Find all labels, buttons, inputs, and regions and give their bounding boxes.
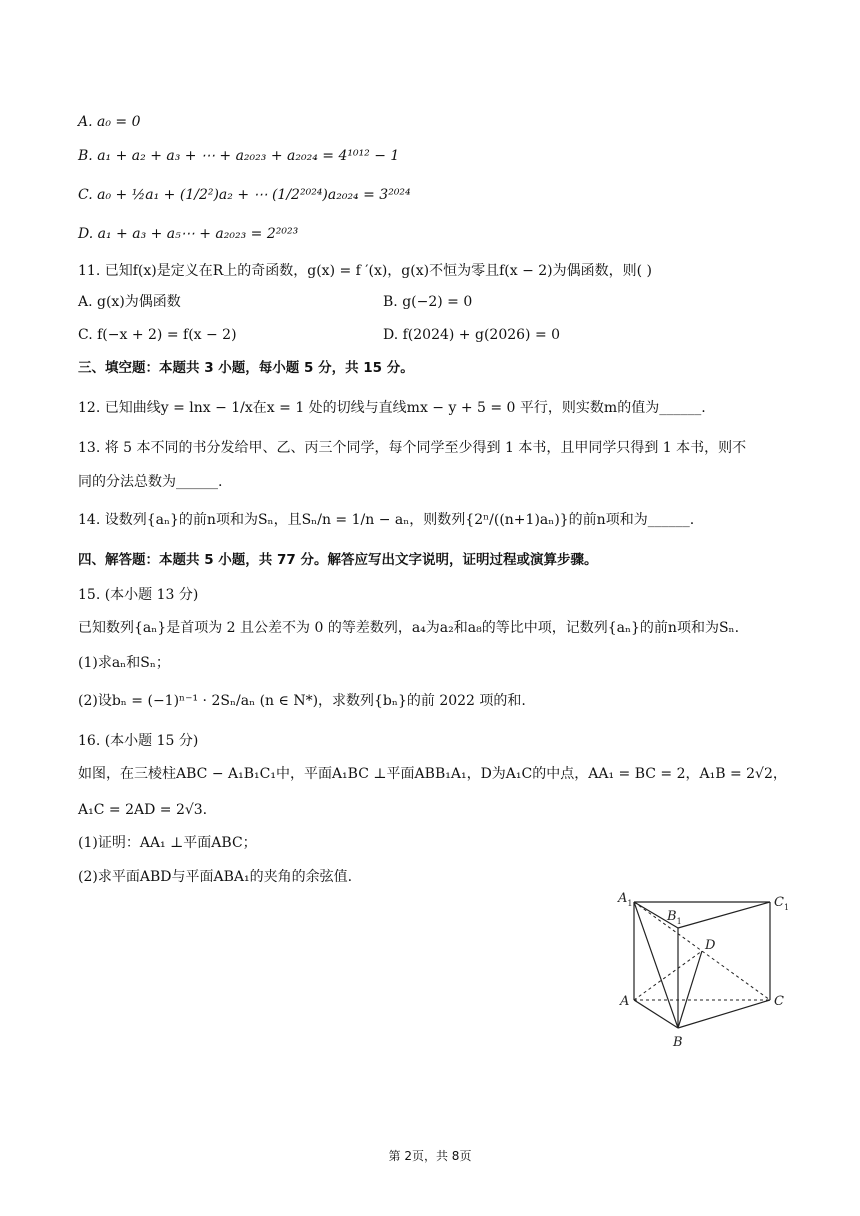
- question-13-line-1: 13. 将 5 本不同的书分发给甲、乙、丙三个同学，每个同学至少得到 1 本书，且甲同学只得到 1 本书，则不: [78, 440, 747, 456]
- option-a-line: A. a₀ = 0: [78, 114, 141, 130]
- question-11-option-c: C. f(−x + 2) = f(x − 2): [78, 327, 237, 343]
- question-15-title: 15. (本小题 13 分): [78, 587, 199, 603]
- question-11: 11. 已知f(x)是定义在R上的奇函数，g(x) = f ′(x)，g(x)不恒为零且f(x − 2)为偶函数，则( ): [78, 263, 652, 279]
- question-12: 12. 已知曲线y = lnx − 1/x在x = 1 处的切线与直线mx − y + 5 = 0 平行，则实数m的值为______.: [78, 400, 706, 416]
- question-11-option-b: B. g(−2) = 0: [383, 294, 473, 310]
- question-11-option-d: D. f(2024) + g(2026) = 0: [383, 327, 561, 343]
- prism-solid-edges: [634, 902, 770, 1028]
- question-14: 14. 设数列{aₙ}的前n项和为Sₙ，且Sₙ/n = 1/n − aₙ，则数列{2ⁿ/((n+1)aₙ)}的前n项和为______.: [78, 512, 695, 528]
- hidden-segment-a-d: [634, 951, 702, 1000]
- option-c-line: C. a₀ + ½a₁ + (1/2²)a₂ + ⋯ (1/2²⁰²⁴)a₂₀₂₄ = 3²⁰²⁴: [78, 187, 411, 203]
- edge-b-c: [678, 1000, 770, 1028]
- question-15-part-1: (1)求aₙ和Sₙ；: [78, 655, 170, 671]
- label-a: A: [620, 994, 630, 1009]
- edge-b1-c1: [678, 902, 770, 928]
- label-c1: $C_1$: [774, 895, 790, 912]
- edge-a-b: [634, 1000, 678, 1028]
- question-13-line-2: 同的分法总数为______.: [78, 474, 223, 490]
- option-b-line: B. a₁ + a₂ + a₃ + ⋯ + a₂₀₂₃ + a₂₀₂₄ = 4¹⁰¹² − 1: [78, 148, 400, 164]
- label-c: C: [774, 994, 784, 1009]
- question-11-option-a: A. g(x)为偶函数: [78, 294, 181, 310]
- question-16-text-2: A₁C = 2AD = 2√3.: [78, 802, 208, 818]
- prism-figure: [612, 888, 802, 1053]
- label-a1: $A_1$: [618, 891, 633, 908]
- question-16-text-1: 如图，在三棱柱ABC − A₁B₁C₁中，平面A₁BC ⊥平面ABB₁A₁，D为A₁C的中点，AA₁ = BC = 2，A₁B = 2√2，: [78, 766, 787, 782]
- label-b: B: [673, 1035, 683, 1050]
- label-b1: $B_1$: [667, 909, 682, 926]
- question-16-part-2: (2)求平面ABD与平面ABA₁的夹角的余弦值.: [78, 869, 353, 885]
- section-4-heading: 四、解答题：本题共 5 小题，共 77 分。解答应写出文字说明，证明过程或演算步骤。: [78, 552, 598, 568]
- question-15-text: 已知数列{aₙ}是首项为 2 且公差不为 0 的等差数列，a₄为a₂和a₈的等比中项，记数列{aₙ}的前n项和为Sₙ.: [78, 620, 740, 636]
- question-16-title: 16. (本小题 15 分): [78, 733, 199, 749]
- label-d: D: [705, 938, 716, 953]
- segment-b-d: [678, 951, 702, 1028]
- page-footer: 第 2页，共 8页: [388, 1149, 472, 1163]
- section-3-heading: 三、填空题：本题共 3 小题，每小题 5 分，共 15 分。: [78, 360, 414, 376]
- option-d-line: D. a₁ + a₃ + a₅⋯ + a₂₀₂₃ = 2²⁰²³: [78, 226, 299, 242]
- question-16-part-1: (1)证明：AA₁ ⊥平面ABC；: [78, 835, 257, 851]
- question-15-part-2: (2)设bₙ = (−1)ⁿ⁻¹ · 2Sₙ/aₙ (n ∈ N*)，求数列{bₙ}的前 2022 项的和.: [78, 693, 526, 709]
- prism-vertex-labels: [617, 891, 789, 1050]
